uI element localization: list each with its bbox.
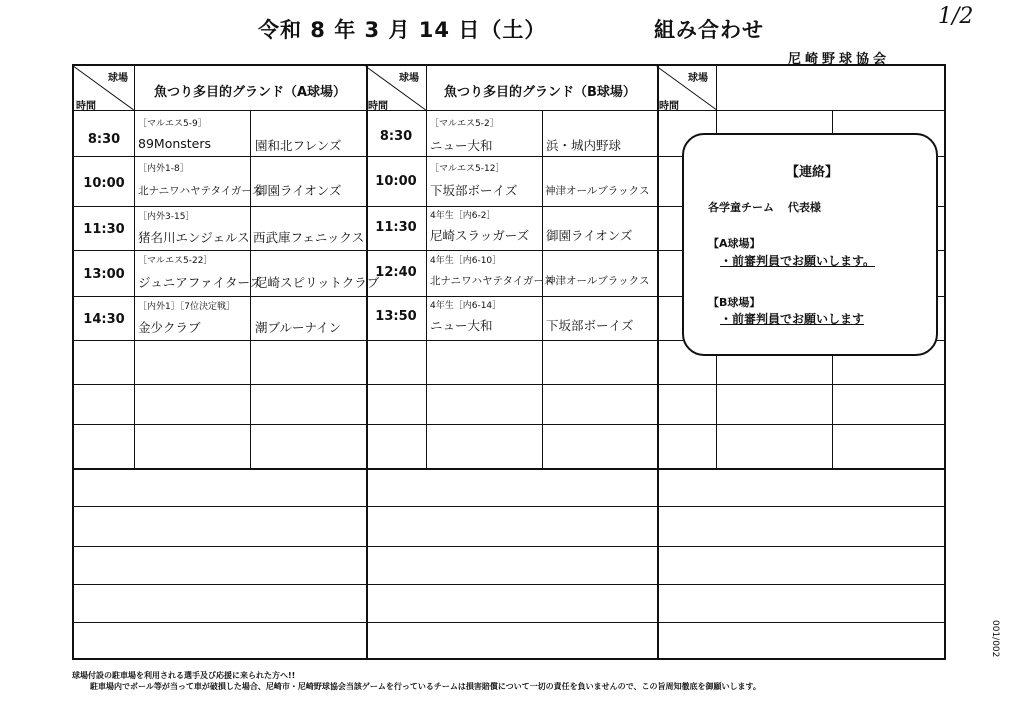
corner-label-field: 球場 bbox=[399, 73, 419, 84]
notice-field-b-body bbox=[720, 310, 864, 327]
notice-recipient: 各学童チーム 代表様 bbox=[708, 201, 821, 214]
home-team: 尼崎スラッガーズ bbox=[430, 228, 530, 243]
match-tag: ［内外3-15］ bbox=[138, 212, 195, 222]
match-tag: ［マルエス5-22］ bbox=[138, 256, 213, 266]
corner-label-field: 球場 bbox=[688, 73, 708, 84]
footer-note-heading: 球場付設の駐車場を利用される選手及び応援に来られた方へ!! bbox=[72, 671, 296, 680]
match-time: 11:30 bbox=[83, 222, 125, 237]
match-time: 14:30 bbox=[83, 312, 125, 327]
away-team: 園和北フレンズ bbox=[255, 138, 342, 153]
corner-label-time: 時間 bbox=[76, 101, 96, 112]
match-tag: ［内外1-8］ bbox=[138, 164, 189, 174]
match-tag: ［マルエス5-2］ bbox=[430, 119, 499, 129]
match-time: 10:00 bbox=[83, 176, 125, 191]
match-tag: 4年生［内6-10］ bbox=[430, 256, 502, 266]
field-a-title: 魚つり多目的グランド（A球場） bbox=[154, 85, 347, 100]
home-team: ジュニアファイターズ bbox=[138, 275, 262, 290]
home-team: 下坂部ボーイズ bbox=[430, 183, 518, 198]
grid-line bbox=[134, 66, 135, 470]
home-team: ニュー大和 bbox=[430, 318, 493, 333]
away-team: 潮ブルーナイン bbox=[255, 320, 342, 335]
corner-label-time: 時間 bbox=[368, 101, 388, 112]
match-tag: ［内外1］［7位決定戦］ bbox=[138, 302, 235, 312]
grid-line bbox=[426, 66, 427, 470]
match-time: 8:30 bbox=[87, 132, 121, 147]
away-team: 御園ライオンズ bbox=[546, 228, 633, 243]
footer-note-body: 駐車場内でボール等が当って車が破損した場合、尼崎市・尼崎野球協会当該ゲームを行っているチームは損害賠償について一切の責任を負いませんので、この旨周知徹底を御願いします。 bbox=[90, 682, 761, 691]
grid-line bbox=[74, 384, 944, 385]
page-number-mark: 1/2 bbox=[938, 4, 974, 29]
fax-page-id: 001/002 bbox=[990, 620, 1000, 658]
field-b-title: 魚つり多目的グランド（B球場） bbox=[444, 85, 636, 100]
grid-line bbox=[74, 110, 944, 111]
home-team: 金少クラブ bbox=[138, 320, 201, 335]
match-tag: ［マルエス5-9］ bbox=[138, 119, 207, 129]
away-team: 御園ライオンズ bbox=[255, 183, 342, 198]
match-tag: 4年生［内6-14］ bbox=[430, 301, 502, 311]
away-team: 神津オールブラックス bbox=[545, 275, 650, 287]
match-tag: 4年生［内6-2］ bbox=[430, 211, 496, 221]
match-time: 8:30 bbox=[379, 129, 413, 144]
notice-field-b-heading: 【B球場】 bbox=[708, 296, 761, 309]
corner-label-time: 時間 bbox=[659, 101, 679, 112]
page-title: 組み合わせ bbox=[654, 18, 764, 42]
grid-line bbox=[542, 110, 543, 470]
notice-title: 【連絡】 bbox=[785, 165, 838, 180]
home-team: 北ナニワハヤテタイガース bbox=[430, 275, 555, 287]
notice-field-b-text: ・前審判員でお願いします bbox=[720, 312, 865, 326]
notice-box bbox=[682, 133, 938, 356]
away-team: 尼崎スピリットクラブ bbox=[255, 275, 380, 290]
match-time: 11:30 bbox=[375, 220, 417, 235]
organization-name: 尼崎野球協会 bbox=[788, 52, 891, 67]
grid-line bbox=[74, 506, 944, 507]
home-team: 89Monsters bbox=[138, 136, 212, 151]
grid-line bbox=[74, 424, 944, 425]
grid-line bbox=[74, 622, 944, 623]
notice-field-a-body bbox=[720, 252, 875, 269]
notice-field-a-heading: 【A球場】 bbox=[708, 237, 761, 250]
home-team: ニュー大和 bbox=[430, 138, 493, 153]
match-tag: ［マルエス5-12］ bbox=[430, 164, 505, 174]
home-team: 北ナニワハヤテタイガース bbox=[138, 185, 263, 197]
grid-line bbox=[74, 546, 944, 547]
away-team: 下坂部ボーイズ bbox=[546, 318, 634, 333]
match-time: 13:50 bbox=[375, 309, 417, 324]
away-team: 浜・城内野球 bbox=[546, 138, 622, 153]
away-team: 西武庫フェニックス bbox=[253, 230, 365, 245]
match-date: 令和 8 年 3 月 14 日（土） bbox=[258, 18, 547, 42]
match-time: 10:00 bbox=[375, 174, 417, 189]
match-time: 12:40 bbox=[375, 265, 417, 280]
home-team: 猪名川エンジェルス bbox=[138, 230, 250, 245]
match-time: 13:00 bbox=[83, 267, 125, 282]
grid-line bbox=[74, 584, 944, 585]
away-team: 神津オールブラックス bbox=[545, 185, 650, 197]
notice-field-a-text: ・前審判員でお願いします。 bbox=[720, 254, 876, 268]
grid-line bbox=[74, 468, 944, 470]
corner-label-field: 球場 bbox=[108, 73, 128, 84]
